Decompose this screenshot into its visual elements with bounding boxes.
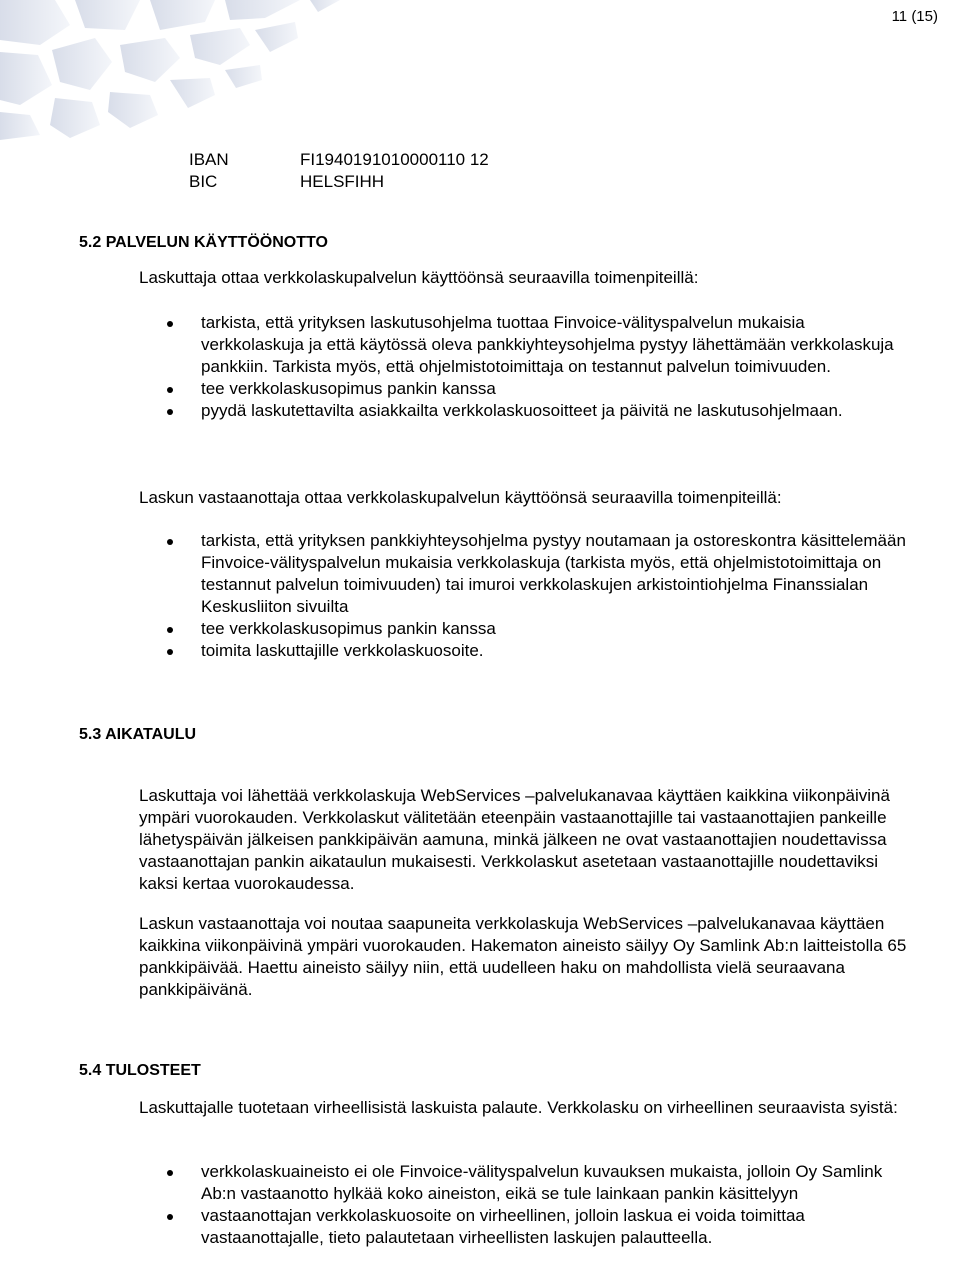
bic-value: HELSFIHH xyxy=(300,172,385,191)
logo-pattern xyxy=(0,0,360,140)
bic-row xyxy=(189,171,489,193)
iban-label: IBAN xyxy=(189,150,229,169)
page-number: 11 (15) xyxy=(891,8,938,25)
list-item xyxy=(139,1205,909,1249)
schedule-paragraph-receiver: Laskun vastaanottaja voi noutaa saapuneita verkkolaskuja WebServices –palvelukanavaa käyttäen kaikkina viikonpäivinä ympäri vuorokauden. Hakematon aineisto säilyy Oy Samlink Ab:n laitteistolla 65 pankkipäivää. Haettu aineisto säilyy niin, että uudelleen haku on mahdollista vielä seuraavana pankkipäivänä. xyxy=(139,914,907,999)
sender-steps-list xyxy=(139,312,909,422)
list-item xyxy=(139,400,909,422)
bic-label: BIC xyxy=(189,172,218,191)
section-heading-5-3: 5.3 AIKATAULU xyxy=(79,726,197,743)
error-reasons-list xyxy=(139,1161,909,1249)
list-item-text: verkkolaskuaineisto ei ole Finvoice-välityspalvelun kuvauksen mukaista, jolloin Oy Samlink Ab:n vastaanotto hylkää koko aineiston, eikä se tule lainkaan pankin käsittelyyn xyxy=(201,1162,883,1203)
receiver-intro: Laskun vastaanottaja ottaa verkkolaskupalvelun käyttöönsä seuraavilla toimenpiteillä: xyxy=(139,488,782,507)
list-item xyxy=(139,618,909,640)
schedule-paragraph-sender: Laskuttaja voi lähettää verkkolaskuja WebServices –palvelukanavaa käyttäen kaikkina viikonpäivinä ympäri vuorokauden. Verkkolaskut välitetään eteenpäin vastaanottajille tai vastaanottajien pankeille lähetyspäivän jälkeisen pankkipäivän aamuna, minkä jälkeen ne ovat vastaanottajien noudettavissa vastaanottajan pankin aikataulun mukaisesti. Verkkolaskut asetetaan vastaanottajille noudettaviksi kaksi kertaa vuorokaudessa. xyxy=(139,786,890,893)
iban-value: FI1940191010000110 12 xyxy=(300,150,489,169)
list-item-text: pyydä laskutettavilta asiakkailta verkkolaskuosoitteet ja päivitä ne laskutusohjelmaan. xyxy=(201,401,843,420)
outputs-intro: Laskuttajalle tuotetaan virheellisistä laskuista palaute. Verkkolasku on virheellinen seuraavista syistä: xyxy=(139,1098,898,1117)
list-item-text: tarkista, että yrityksen pankkiyhteysohjelma pystyy noutamaan ja ostoreskontra käsittelemään Finvoice-välityspalvelun mukaisia verkkolaskuja (tarkista myös, että ohjelmistotoimittaja on testannut palvelun toimivuuden) tai imuroi verkkolaskujen arkistointiohjelma Finanssialan Keskusliiton sivuilta xyxy=(201,531,906,616)
list-item-text: tarkista, että yrityksen laskutusohjelma tuottaa Finvoice-välityspalvelun mukaisia verkkolaskuja ja että käytössä oleva pankkiyhteysohjelma pystyy lähettämään verkkolaskuja pankkiin. Tarkista myös, että ohjelmistotoimittaja on testannut palvelun toimivuuden. xyxy=(201,313,894,376)
iban-row xyxy=(189,149,489,171)
receiver-steps-list xyxy=(139,530,909,662)
list-item-text: toimita laskuttajille verkkolaskuosoite. xyxy=(201,641,484,660)
bank-details xyxy=(189,149,489,193)
list-item xyxy=(139,1161,909,1205)
list-item xyxy=(139,312,909,378)
list-item xyxy=(139,378,909,400)
list-item xyxy=(139,530,909,618)
list-item-text: tee verkkolaskusopimus pankin kanssa xyxy=(201,619,496,638)
sender-intro: Laskuttaja ottaa verkkolaskupalvelun käyttöönsä seuraavilla toimenpiteillä: xyxy=(139,268,699,287)
list-item xyxy=(139,640,909,662)
section-heading-5-2: 5.2 PALVELUN KÄYTTÖÖNOTTO xyxy=(79,234,328,251)
section-heading-5-4: 5.4 TULOSTEET xyxy=(79,1062,201,1079)
list-item-text: vastaanottajan verkkolaskuosoite on virheellinen, jolloin laskua ei voida toimittaa vastaanottajalle, tieto palautetaan virheellisten laskujen palautteella. xyxy=(201,1206,805,1247)
list-item-text: tee verkkolaskusopimus pankin kanssa xyxy=(201,379,496,398)
